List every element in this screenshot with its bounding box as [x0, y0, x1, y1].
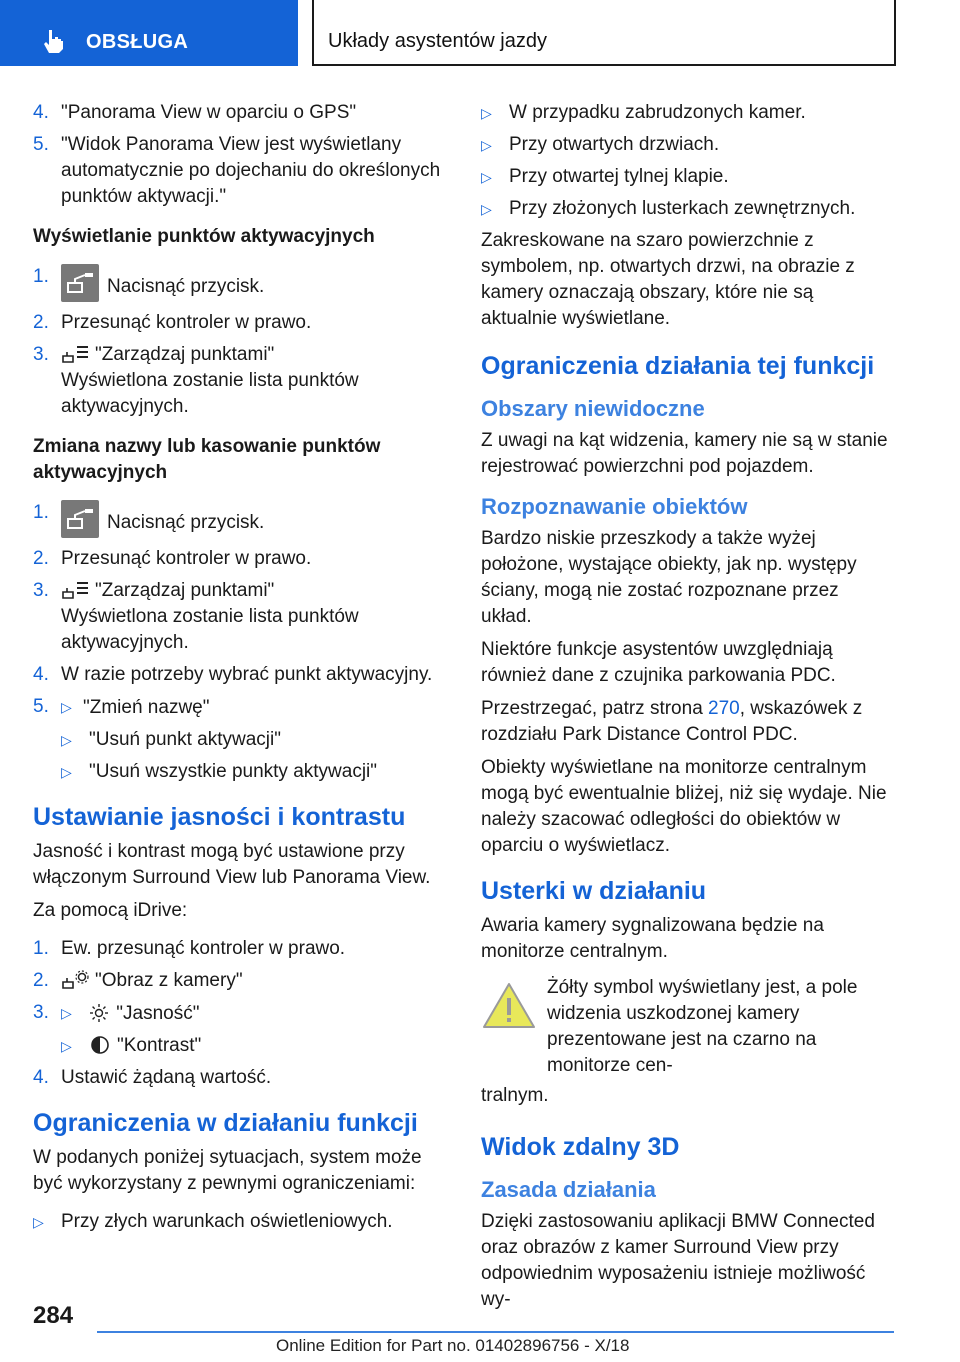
list-item [33, 132, 445, 210]
triangle-bullet-icon: ▷ [481, 169, 492, 185]
bullet-item [61, 727, 445, 753]
list-text: W razie potrzeby wybrać punkt aktywacyjny. [61, 664, 433, 685]
list-item [33, 936, 445, 962]
bullet-item [33, 1209, 445, 1235]
chapter-label: OBSŁUGA [86, 31, 189, 53]
left-column [33, 100, 445, 1241]
list-text: Ew. przesunąć kontroler w prawo. [61, 938, 346, 959]
list-number: 4. [33, 1067, 49, 1088]
warning-text-tail: tralnym. [481, 1085, 549, 1106]
brightness-icon [88, 1003, 110, 1023]
section-title: Układy asystentów jazdy [328, 30, 547, 52]
warning-text: Żółty symbol wyświetlany jest, a pole widzenia uszkodzonej kamery prezentowane jest na czarno na monitorze cen- [547, 977, 858, 1076]
paragraph-text: Przestrzegać, patrz strona [481, 698, 709, 719]
triangle-bullet-icon: ▷ [61, 1005, 72, 1021]
list-text: "Obraz z kamery" [95, 970, 243, 991]
list-number: 5. [33, 696, 49, 717]
chapter-tab [0, 0, 298, 66]
list-text: Przesunąć kontroler w prawo. [61, 312, 312, 333]
car-list-icon [61, 344, 89, 364]
camera-settings-icon [61, 970, 89, 990]
list-number: 3. [33, 344, 49, 365]
paragraph: Bardzo niskie przeszkody a także wyżej położone, wystające obiekty, jak np. występy ściany, mogą nie zostać rozpoznane przez układ. [481, 528, 857, 627]
subsection-heading: Rozpoznawanie obiektów [481, 494, 748, 519]
list-text: Ustawić żądaną wartość. [61, 1067, 272, 1088]
list-text: "Panorama View w oparciu o GPS" [61, 102, 357, 123]
list-item [33, 662, 445, 688]
paragraph: Awaria kamery sygnalizowana będzie na monitorze centralnym. [481, 915, 824, 962]
list-text: Nacisnąć przycisk. [107, 276, 265, 297]
paragraph [481, 696, 893, 748]
bullet-item [61, 759, 445, 785]
camera-button-icon [61, 264, 99, 302]
car-list-icon [61, 580, 89, 600]
list-item [33, 1065, 445, 1091]
list-number: 2. [33, 548, 49, 569]
list-item [33, 694, 445, 721]
list-number: 3. [33, 1002, 49, 1023]
triangle-bullet-icon: ▷ [481, 105, 492, 121]
bullet-text: Przy złych warunkach oświetleniowych. [61, 1211, 393, 1232]
list-number: 5. [33, 134, 49, 155]
contrast-icon [89, 1035, 111, 1055]
list-text: "Jasność" [116, 1003, 200, 1024]
subsection-heading: Zasada działania [481, 1177, 656, 1202]
bullet-text: "Kontrast" [117, 1035, 202, 1056]
list-item [33, 1000, 445, 1027]
subheading: Zmiana nazwy lub kasowanie punktów aktywacyjnych [33, 436, 381, 483]
bullet-item [481, 100, 893, 126]
list-text: "Zmień nazwę" [83, 697, 210, 718]
paragraph: Obiekty wyświetlane na monitorze centralnym mogą być ewentualnie bliżej, niż się wydaje. Nie należy szacować odległości do obiektów w oparciu o wyświetlacz. [481, 757, 887, 856]
bullet-item [61, 1033, 445, 1059]
bullet-item [481, 196, 893, 222]
triangle-bullet-icon: ▷ [61, 1038, 72, 1054]
paragraph: W podanych poniżej sytuacjach, system może być wykorzystany z pewnymi ograniczeniami: [33, 1147, 422, 1194]
list-item [33, 546, 445, 572]
list-item [33, 342, 445, 368]
bullet-text: W przypadku zabrudzonych kamer. [509, 102, 806, 123]
section-heading: Ograniczenia w działaniu funkcji [33, 1109, 418, 1137]
footer-divider [97, 1331, 894, 1333]
list-item [33, 968, 445, 994]
right-column [481, 100, 893, 1320]
edition-footer: Online Edition for Part no. 01402896756 - X/18 [276, 1336, 630, 1355]
warning-triangle-icon [481, 981, 537, 1031]
list-item [33, 100, 445, 126]
page-reference-link[interactable]: 270 [708, 698, 740, 719]
triangle-bullet-icon: ▷ [33, 1214, 44, 1230]
warning-note [481, 975, 893, 1079]
bullet-text: Przy otwartej tylnej klapie. [509, 166, 729, 187]
section-heading: Ograniczenia działania tej funkcji [481, 352, 875, 380]
triangle-bullet-icon: ▷ [61, 764, 72, 780]
list-item [33, 578, 445, 604]
bullet-text: Przy złożonych lusterkach zewnętrznych. [509, 198, 856, 219]
section-heading: Widok zdalny 3D [481, 1133, 680, 1161]
list-continuation: Wyświetlona zostanie lista punktów aktywacyjnych. [61, 606, 359, 653]
page-header [0, 0, 960, 66]
triangle-bullet-icon: ▷ [61, 699, 72, 715]
bullet-text: "Usuń punkt aktywacji" [89, 729, 281, 750]
list-continuation: Wyświetlona zostanie lista punktów aktywacyjnych. [61, 370, 359, 417]
triangle-bullet-icon: ▷ [61, 732, 72, 748]
list-item [33, 310, 445, 336]
list-number: 1. [33, 502, 49, 523]
camera-button-icon [61, 500, 99, 538]
page-number: 284 [33, 1302, 74, 1329]
subheading: Wyświetlanie punktów aktywacyjnych [33, 226, 375, 247]
list-number: 2. [33, 312, 49, 333]
list-number: 1. [33, 266, 49, 287]
list-text: Przesunąć kontroler w prawo. [61, 548, 312, 569]
section-heading: Ustawianie jasności i kontrastu [33, 803, 406, 831]
hand-pointer-icon [40, 28, 66, 54]
bullet-text: Przy otwartych drzwiach. [509, 134, 720, 155]
paragraph: Za pomocą iDrive: [33, 900, 188, 921]
triangle-bullet-icon: ▷ [481, 201, 492, 217]
section-heading: Usterki w działaniu [481, 877, 707, 905]
list-text: Nacisnąć przycisk. [107, 512, 265, 533]
paragraph: Dzięki zastosowaniu aplikacji BMW Connected oraz obrazów z kamer Surround View przy odpowiednim wyposażeniu istnieje możliwość wy- [481, 1211, 875, 1310]
list-number: 4. [33, 102, 49, 123]
paragraph: Zakreskowane na szaro powierzchnie z symbolem, np. otwartych drzwi, na obrazie z kamery oznaczają obszary, które nie są aktualnie wyświetlane. [481, 230, 855, 329]
paragraph: Z uwagi na kąt widzenia, kamery nie są w stanie rejestrować powierzchni pod pojazdem. [481, 430, 888, 477]
section-header [312, 0, 896, 66]
list-number: 1. [33, 938, 49, 959]
list-text: "Zarządzaj punktami" [95, 580, 275, 601]
bullet-item [481, 164, 893, 190]
subsection-heading: Obszary niewidoczne [481, 396, 705, 421]
paragraph: Jasność i kontrast mogą być ustawione przy włączonym Surround View lub Panorama View. [33, 841, 431, 888]
triangle-bullet-icon: ▷ [481, 137, 492, 153]
list-number: 2. [33, 970, 49, 991]
paragraph-text: , wskazówek z rozdziału Park Distance Control PDC. [481, 698, 863, 745]
list-text: "Zarządzaj punktami" [95, 344, 275, 365]
list-item [33, 264, 445, 302]
bullet-item [481, 132, 893, 158]
list-number: 3. [33, 580, 49, 601]
paragraph: Niektóre funkcje asystentów uwzględniają również dane z czujnika parkowania PDC. [481, 639, 836, 686]
list-item [33, 500, 445, 538]
list-number: 4. [33, 664, 49, 685]
list-text: "Widok Panorama View jest wyświetlany automatycznie po dojechaniu do określonych punktów aktywacji." [61, 134, 441, 207]
bullet-text: "Usuń wszystkie punkty aktywacji" [89, 761, 378, 782]
